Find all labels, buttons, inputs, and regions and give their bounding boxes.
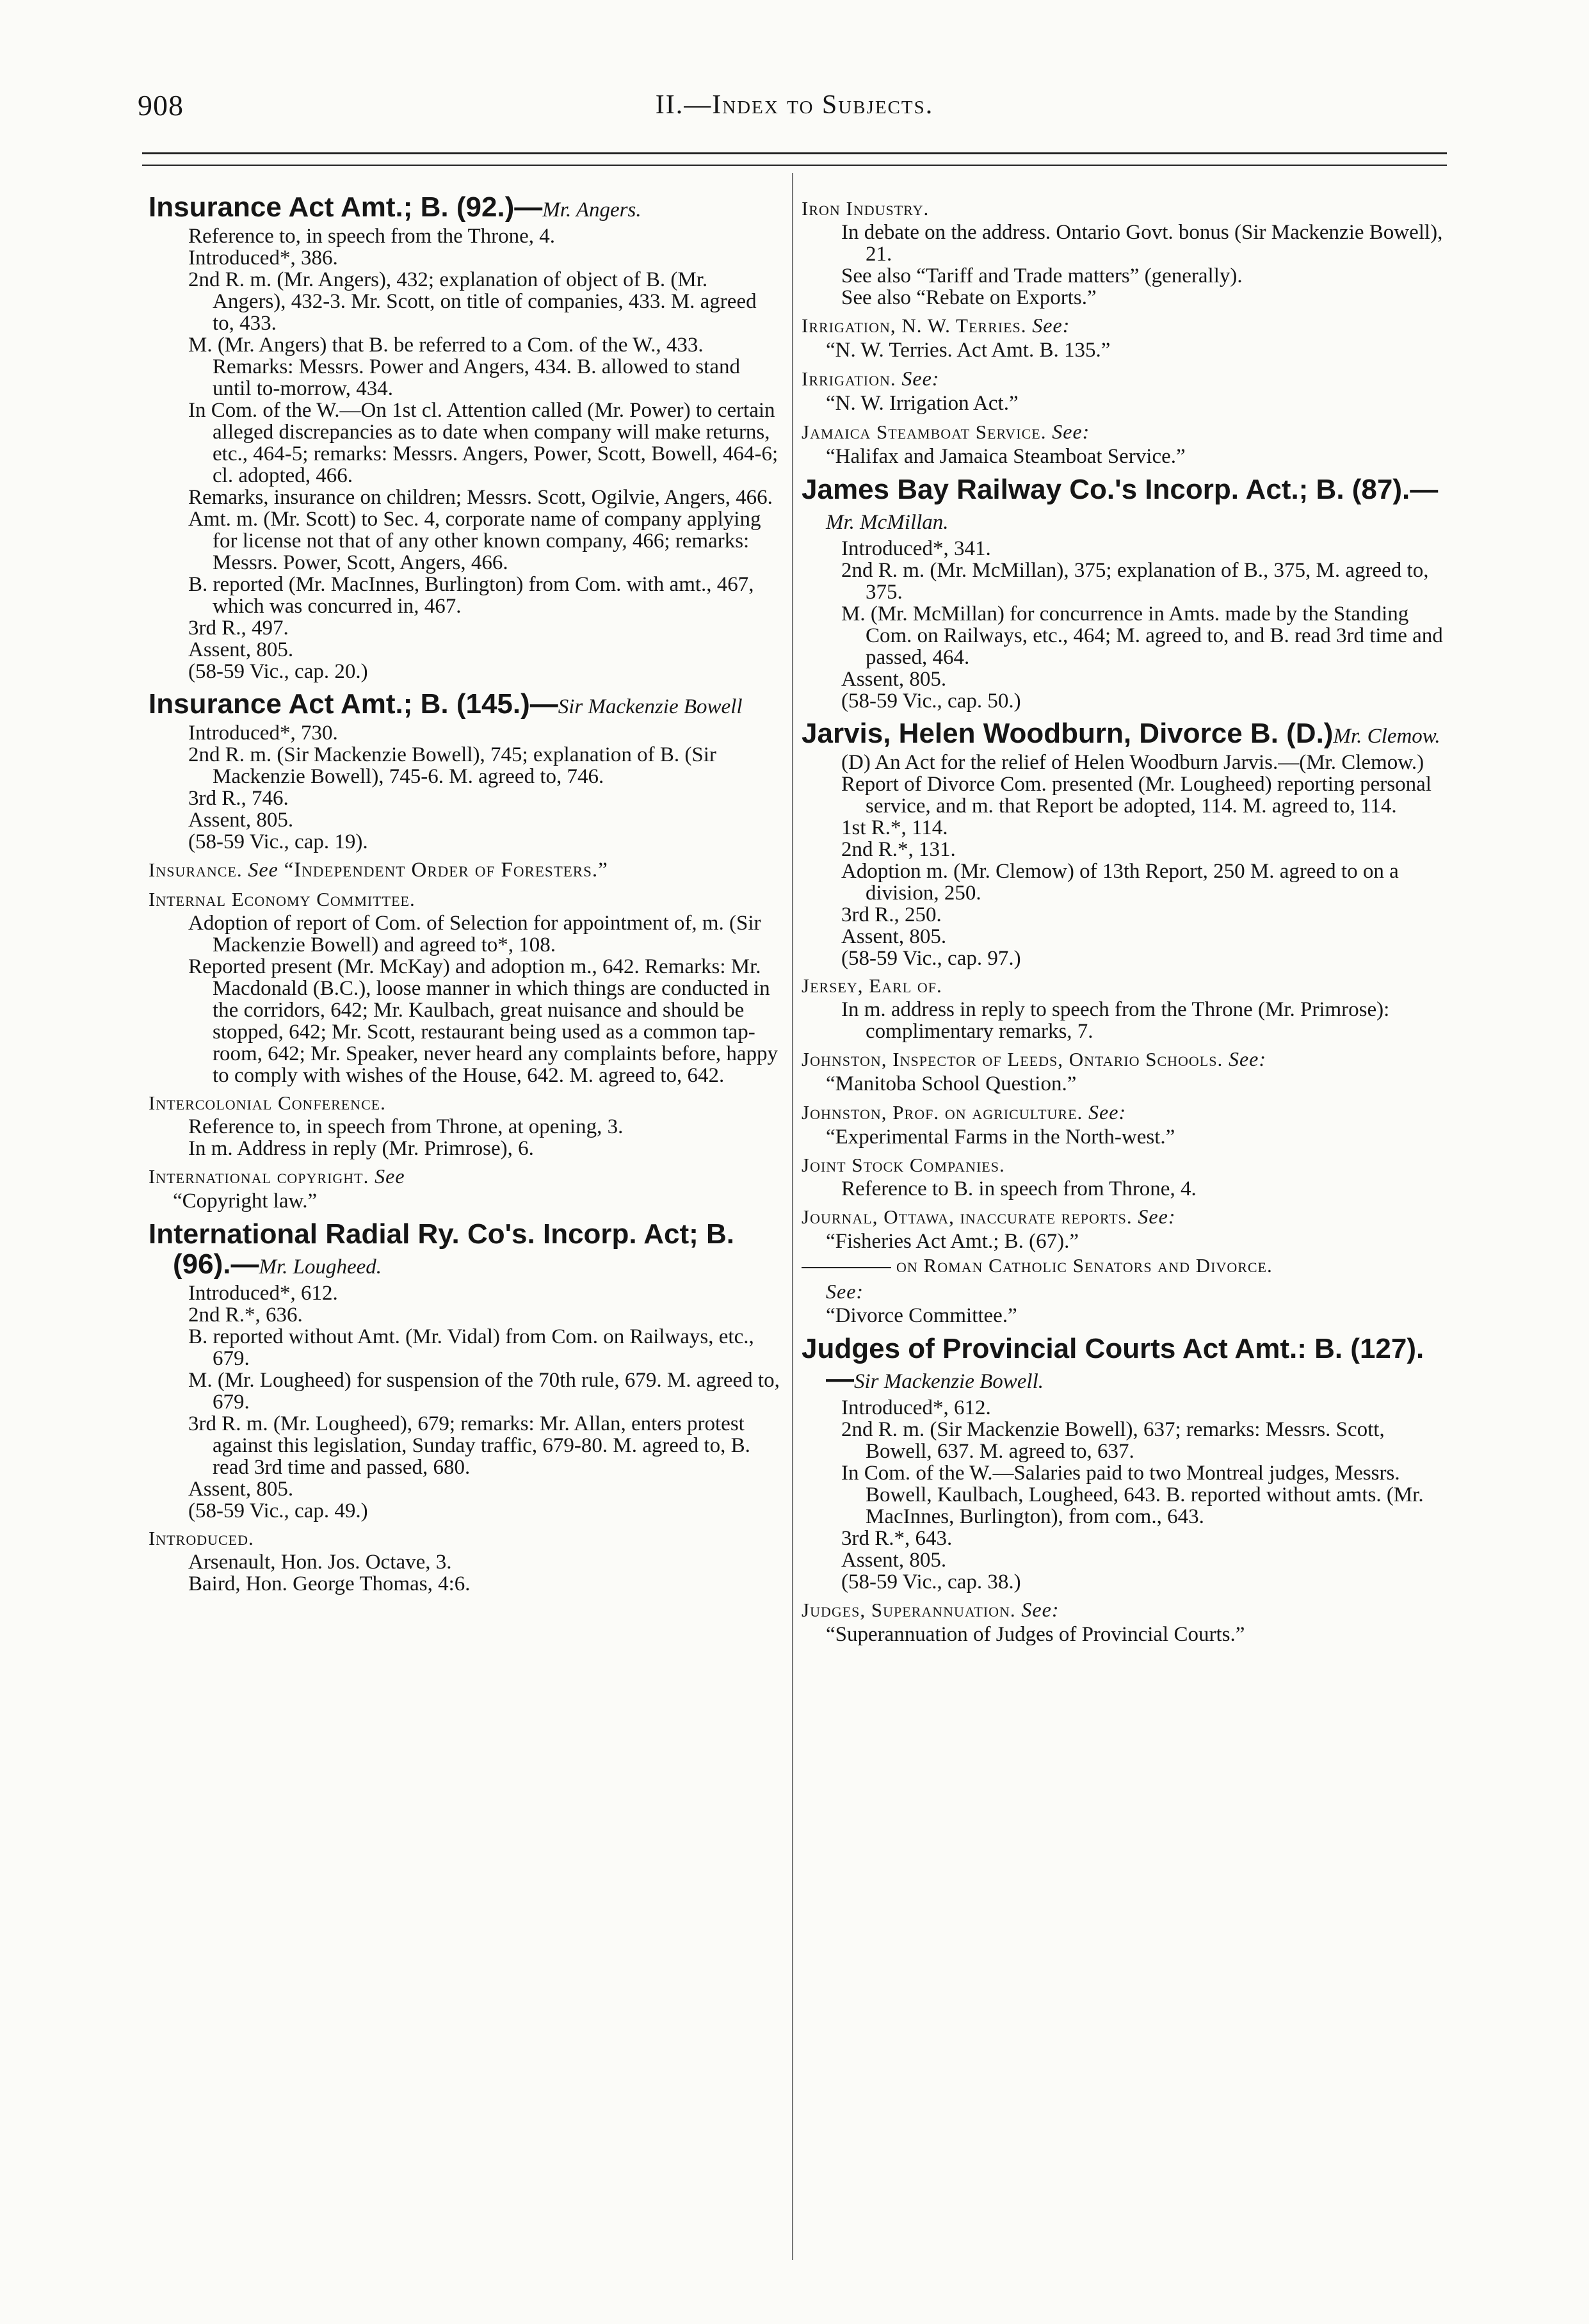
index-subentry: M. (Mr. Lougheed) for suspension of the 70th rule, 679. M. agreed to, 679. xyxy=(188,1369,780,1414)
cross-reference: “N. W. Terries. Act Amt. B. 135.” xyxy=(826,339,1111,362)
index-subentry: 2nd R. m. (Mr. McMillan), 375; explanation of B., 375, M. agreed to, 375. xyxy=(841,559,1429,604)
subject-title: Jersey, Earl of. xyxy=(802,974,942,997)
index-subentry: 2nd R. m. (Sir Mackenzie Bowell), 637; remarks: Messrs. Scott, Bowell, 637. M. agreed to, 637. xyxy=(841,1418,1385,1463)
see-reference: See: xyxy=(1088,1101,1127,1124)
index-subentry: In Com. of the W.—On 1st cl. Attention called (Mr. Power) to certain alleged discrepancies as to date when company will make returns, etc., 464-5; remarks: Messrs. Angers, Power, Scott, Bowell, 464-6; cl. adopted, 466. xyxy=(188,399,778,487)
bill-heading xyxy=(149,1219,780,1282)
index-subentry: Assent, 805. xyxy=(841,668,947,691)
bill-title: Insurance Act Amt.; B. (145.)— xyxy=(149,688,558,720)
subject-heading xyxy=(149,1526,780,1551)
bill-mover: Sir Mackenzie Bowell. xyxy=(854,1370,1044,1393)
index-subentry: In Com. of the W.—Salaries paid to two Montreal judges, Messrs. Bowell, Kaulbach, Lougheed, 643. B. reported without amts. (Mr. MacInnes, Burlington), from com., 643. xyxy=(841,1462,1424,1528)
bill-mover: Mr. McMillan. xyxy=(826,511,949,534)
index-subentry: Assent, 805. xyxy=(188,638,294,661)
index-subentry: 3rd R.*, 643. xyxy=(841,1527,953,1550)
bill-title: International Radial Ry. Co's. Incorp. Act; B. (96).— xyxy=(149,1218,735,1280)
subject-heading xyxy=(149,887,780,912)
subject-title: Insurance. xyxy=(149,859,243,881)
subject-title: Internal Economy Committee. xyxy=(149,888,415,910)
see-reference: See: xyxy=(826,1280,864,1303)
index-subentry: In m. address in reply to speech from the Throne (Mr. Primrose): complimentary remarks, 7. xyxy=(841,998,1390,1043)
index-subentry: 2nd R.*, 131. xyxy=(841,838,956,861)
see-reference: See xyxy=(375,1165,405,1188)
subject-title: Intercolonial Conference. xyxy=(149,1092,386,1114)
index-subentry: (58-59 Vic., cap. 20.) xyxy=(188,660,368,683)
cross-reference: “Copyright law.” xyxy=(173,1190,318,1213)
bill-title: James Bay Railway Co.'s Incorp. Act.; B. (87).— xyxy=(802,474,1439,505)
index-subentry: Introduced*, 612. xyxy=(188,1282,338,1305)
see-reference: See: xyxy=(1228,1047,1267,1070)
index-subentry: Introduced*, 386. xyxy=(188,246,338,270)
subject-title: Jamaica Steamboat Service. xyxy=(802,421,1047,443)
subject-heading xyxy=(802,973,1447,999)
index-subentry: B. reported (Mr. MacInnes, Burlington) from Com. with amt., 467, which was concurred in, 467. xyxy=(188,573,754,618)
bill-title: Insurance Act Amt.; B. (92.)— xyxy=(149,192,543,223)
index-subentry: Adoption of report of Com. of Selection for appointment of, m. (Sir Mackenzie Bowell) and agreed to*, 108. xyxy=(188,912,761,956)
subject-heading xyxy=(802,1099,1447,1126)
cross-reference: “Halifax and Jamaica Steamboat Service.” xyxy=(826,445,1186,468)
cross-reference: “Manitoba School Question.” xyxy=(826,1072,1077,1095)
index-subentry: Reference to B. in speech from Throne, 4. xyxy=(841,1177,1197,1200)
see-reference: See xyxy=(248,858,278,881)
bill-mover: Mr. Clemow. xyxy=(1333,725,1440,748)
index-subentry: 2nd R. m. (Sir Mackenzie Bowell), 745; explanation of B. (Sir Mackenzie Bowell), 745-6. M. agreed to, 746. xyxy=(188,743,716,788)
index-subentry: (58-59 Vic., cap. 97.) xyxy=(841,947,1021,970)
index-subentry: Introduced*, 341. xyxy=(841,537,991,560)
subject-title: Introduced. xyxy=(149,1527,254,1549)
cross-reference: “Superannuation of Judges of Provincial Courts.” xyxy=(826,1623,1245,1646)
left-column xyxy=(149,192,780,2305)
index-subentry: Assent, 805. xyxy=(841,1549,947,1572)
subject-heading xyxy=(802,1597,1447,1623)
subject-title: Johnston, Prof. on agriculture. xyxy=(802,1101,1083,1124)
index-subentry: 3rd R., 746. xyxy=(188,787,289,810)
cross-reference: “N. W. Irrigation Act.” xyxy=(826,392,1019,415)
index-subentry: 1st R.*, 114. xyxy=(841,816,948,839)
index-subentry: Baird, Hon. George Thomas, 4:6. xyxy=(188,1572,471,1595)
subject-heading xyxy=(802,1046,1447,1072)
index-subentry: Reference to, in speech from the Throne, 4. xyxy=(188,225,556,248)
index-subentry: See also “Rebate on Exports.” xyxy=(841,286,1097,309)
cross-reference: “Experimental Farms in the North-west.” xyxy=(826,1126,1175,1149)
index-subentry: In debate on the address. Ontario Govt. bonus (Sir Mackenzie Bowell), 21. xyxy=(841,221,1443,266)
column-divider xyxy=(792,173,793,2260)
index-subentry: Arsenault, Hon. Jos. Octave, 3. xyxy=(188,1551,452,1574)
see-reference: See: xyxy=(1138,1205,1176,1228)
bill-mover: Sir Mackenzie Bowell xyxy=(558,695,743,718)
see-reference: See: xyxy=(1052,420,1090,443)
index-subentry: Adoption m. (Mr. Clemow) of 13th Report, 250 M. agreed to on a division, 250. xyxy=(841,860,1399,905)
index-subentry: Amt. m. (Mr. Scott) to Sec. 4, corporate name of company applying for license not that of any other known company, 466; remarks: Messrs. Power, Scott, Angers, 466. xyxy=(188,508,761,574)
subject-title: Joint Stock Companies. xyxy=(802,1154,1005,1176)
right-column xyxy=(802,192,1447,2305)
bill-title: Judges of Provincial Courts Act Amt.: B. (127).— xyxy=(802,1333,1424,1394)
subject-heading xyxy=(802,1204,1447,1230)
subject-heading xyxy=(149,1090,780,1116)
subject-heading xyxy=(802,1152,1447,1178)
bill-mover: Mr. Angers. xyxy=(542,198,641,222)
header-rule-bottom xyxy=(142,165,1447,166)
bill-heading xyxy=(802,718,1447,752)
running-head: II.—Index to Subjects. xyxy=(655,90,934,120)
bill-heading xyxy=(149,192,780,225)
index-subentry: Assent, 805. xyxy=(188,809,294,832)
index-subentry: B. reported without Amt. (Mr. Vidal) from Com. on Railways, etc., 679. xyxy=(188,1325,754,1370)
bill-mover: Mr. Lougheed. xyxy=(259,1255,382,1279)
subject-title: Irrigation, N. W. Terries. xyxy=(802,314,1027,337)
see-reference: See: xyxy=(901,367,940,390)
index-subentry: Introduced*, 730. xyxy=(188,722,338,745)
index-subentry: (58-59 Vic., cap. 38.) xyxy=(841,1570,1021,1594)
subject-title: International copyright. xyxy=(149,1165,369,1188)
subject-title: Irrigation. xyxy=(802,367,896,390)
index-subentry: (58-59 Vic., cap. 49.) xyxy=(188,1499,368,1522)
index-subentry: Report of Divorce Com. presented (Mr. Lougheed) reporting personal service, and m. that Report be adopted, 114. M. agreed to, 114. xyxy=(841,773,1432,818)
index-subentry: Remarks, insurance on children; Messrs. Scott, Ogilvie, Angers, 466. xyxy=(188,486,773,509)
subject-heading xyxy=(149,857,780,883)
subject-heading xyxy=(802,419,1447,445)
index-subentry: (58-59 Vic., cap. 50.) xyxy=(841,690,1021,713)
index-subentry: 2nd R. m. (Mr. Angers), 432; explanation of object of B. (Mr. Angers), 432-3. Mr. Scott, on title of companies, 433. M. agreed to, 433. xyxy=(188,268,757,335)
page-number: 908 xyxy=(138,89,184,122)
bill-heading xyxy=(802,1334,1447,1397)
subject-heading xyxy=(802,366,1447,392)
bill-heading xyxy=(149,689,780,722)
subject-heading xyxy=(802,312,1447,339)
subject-heading xyxy=(802,196,1447,222)
index-subentry: M. (Mr. McMillan) for concurrence in Amts. made by the Standing Com. on Railways, etc., 464; M. agreed to, and B. read 3rd time and passed, 464. xyxy=(841,602,1443,669)
subject-title: on Roman Catholic Senators and Divorce. xyxy=(896,1254,1273,1277)
index-subentry: (58-59 Vic., cap. 19). xyxy=(188,830,368,853)
subject-title: Johnston, Inspector of Leeds, Ontario Schools. xyxy=(802,1048,1223,1070)
index-subentry: 3rd R., 497. xyxy=(188,617,289,640)
index-subentry: 2nd R.*, 636. xyxy=(188,1303,303,1327)
cross-reference: “Divorce Committee.” xyxy=(826,1304,1017,1327)
subject-heading xyxy=(149,1163,780,1190)
ditto-dash xyxy=(802,1267,891,1268)
subject-title: Journal, Ottawa, inaccurate reports. xyxy=(802,1206,1133,1228)
subject-title: Judges, Superannuation. xyxy=(802,1599,1016,1621)
dash-subject-heading xyxy=(802,1253,1447,1304)
index-subentry: 3rd R. m. (Mr. Lougheed), 679; remarks: Mr. Allan, enters protest against this legislation, Sunday traffic, 679-80. M. agreed to, B. read 3rd time and passed, 680. xyxy=(188,1412,750,1479)
index-subentry: See also “Tariff and Trade matters” (generally). xyxy=(841,264,1243,287)
index-subentry: (D) An Act for the relief of Helen Woodburn Jarvis.—(Mr. Clemow.) xyxy=(841,751,1424,774)
index-subentry: Assent, 805. xyxy=(841,925,947,948)
index-subentry: Assent, 805. xyxy=(188,1478,294,1501)
index-subentry: M. (Mr. Angers) that B. be referred to a Com. of the W., 433. Remarks: Messrs. Power and Angers, 434. B. allowed to stand until to-morrow, 434. xyxy=(188,334,740,400)
index-subentry: 3rd R., 250. xyxy=(841,903,942,926)
index-subentry: Introduced*, 612. xyxy=(841,1396,991,1419)
subject-title: Iron Industry. xyxy=(802,197,930,220)
cross-reference: “Independent Order of Foresters.” xyxy=(284,859,608,882)
bill-heading xyxy=(802,474,1447,538)
see-reference: See: xyxy=(1021,1598,1060,1621)
index-subentry: In m. Address in reply (Mr. Primrose), 6. xyxy=(188,1137,534,1160)
index-subentry: Reported present (Mr. McKay) and adoption m., 642. Remarks: Mr. Macdonald (B.C.), loose manner in which things are conducted in the corridors, 642; Mr. Kaulbach, great nuisance and should be stopped, 642; Mr. Scott, restaurant being used as a common tap-room, 642; Mr. Speaker, never heard any complaints before, happy to comply with wishes of the House, 642. M. agreed to, 642. xyxy=(188,955,778,1087)
header-rule-top xyxy=(142,152,1447,154)
see-reference: See: xyxy=(1032,314,1070,337)
cross-reference: “Fisheries Act Amt.; B. (67).” xyxy=(826,1230,1079,1253)
bill-title: Jarvis, Helen Woodburn, Divorce B. (D.) xyxy=(802,718,1334,749)
index-subentry: Reference to, in speech from Throne, at opening, 3. xyxy=(188,1115,624,1138)
